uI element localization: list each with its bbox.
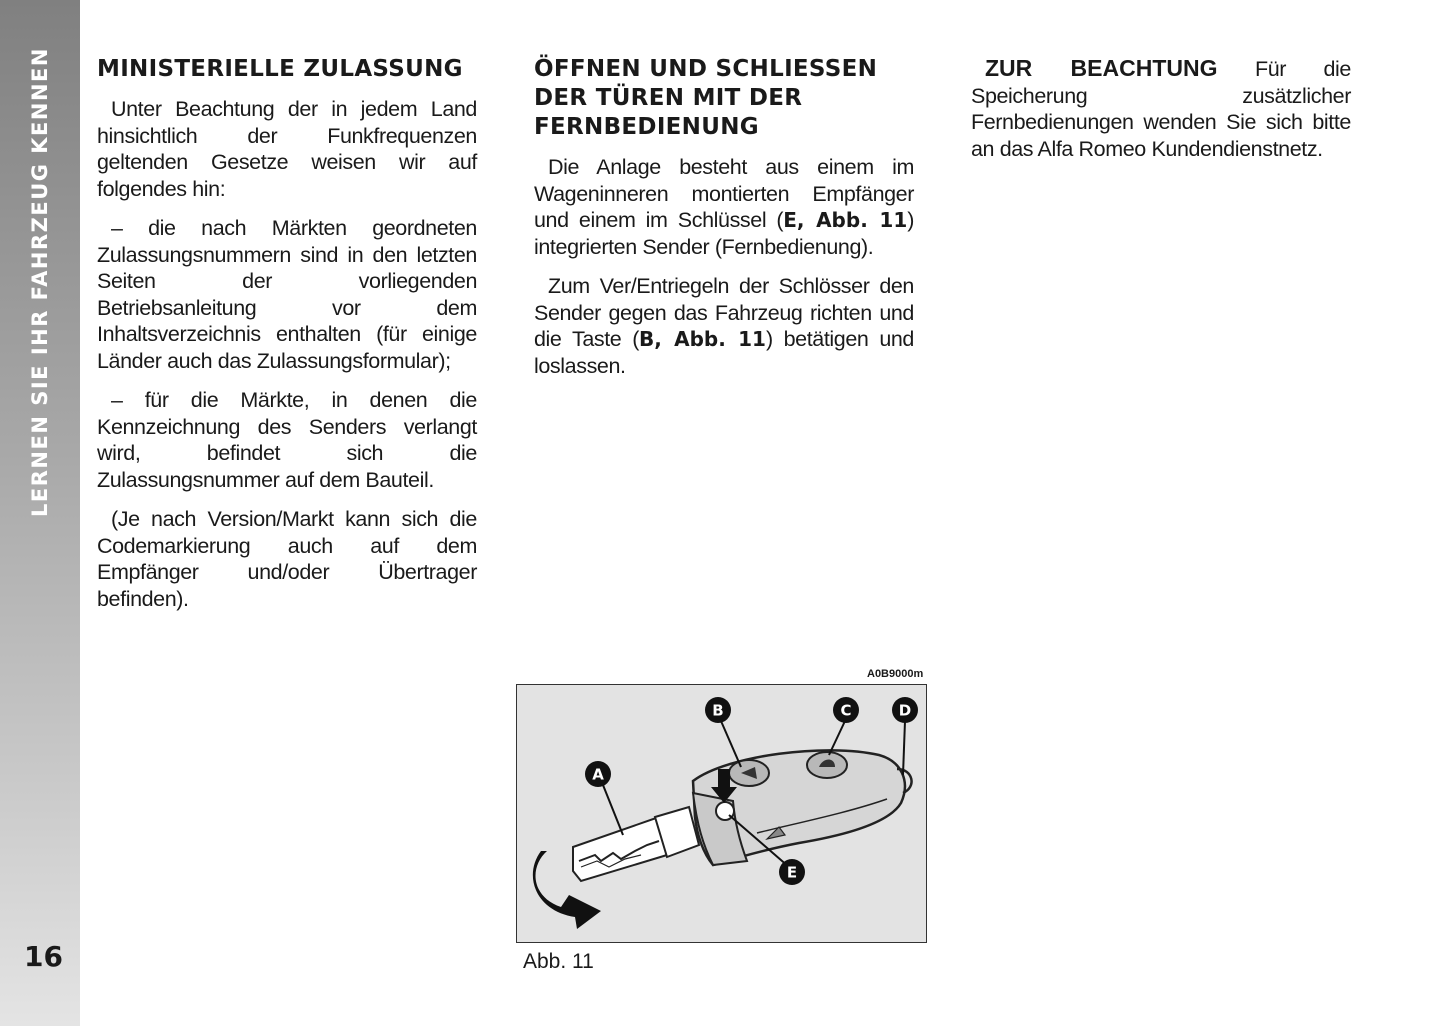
callout-b xyxy=(705,697,731,723)
page-number: 16 xyxy=(24,940,63,973)
figure-reference: E, Abb. 11 xyxy=(783,208,908,232)
section-title-vertical: LERNEN SIE IHR FAHRZEUG KENNEN xyxy=(28,47,52,517)
callout-label: D xyxy=(898,701,912,720)
figure-reference: B, Abb. 11 xyxy=(639,327,766,351)
callout-label: A xyxy=(592,765,604,784)
column-tueren-fernbedienung xyxy=(534,55,914,392)
heading-line: DER TÜREN MIT DER xyxy=(534,85,803,111)
key-drawing xyxy=(517,685,927,943)
text-run: ) betätigen und loslassen. xyxy=(534,327,914,378)
heading-ministerielle-zulassung: MINISTERIELLE ZULASSUNG xyxy=(97,56,463,82)
remote-body xyxy=(693,750,912,865)
callout-c xyxy=(833,697,859,723)
callout-label: C xyxy=(840,701,852,720)
note-text: Für die Speicherung zusätzlicher Fernbedienungen wenden Sie sich bitte an das Alfa Romeo Kundendienstnetz. xyxy=(971,57,1351,161)
callout-d xyxy=(892,697,918,723)
text-run: ) integrierten Sender (Fernbedienung). xyxy=(534,208,914,259)
heading-oeffnen-schliessen xyxy=(534,55,914,142)
figure-code: A0B9000m xyxy=(867,668,924,680)
column-zur-beachtung xyxy=(971,55,1351,175)
text-run: Die Anlage besteht aus einem im Wageninneren montierten Empfänger und einem im Schlüssel ( xyxy=(534,155,914,232)
paragraph: – für die Märkte, in denen die Kennzeichnung des Senders verlangt wird, befindet sich die Zulassungsnummer auf dem Bauteil. xyxy=(97,388,477,492)
callout-label: B xyxy=(712,701,724,720)
callout-a xyxy=(585,761,611,787)
figure-caption: Abb. 11 xyxy=(523,950,594,973)
paragraph: (Je nach Version/Markt kann sich die Codemarkierung auch auf dem Empfänger und/oder Übertrager befinden). xyxy=(97,507,477,611)
paragraph: – die nach Märkten geordneten Zulassungsnummern sind in den letzten Seiten der vorliegenden Betriebsanleitung vor dem Inhaltsverzeichnis enthalten (für einige Länder auch das Zulassungsformular); xyxy=(97,216,477,373)
heading-line: ÖFFNEN UND SCHLIESSEN xyxy=(534,56,878,82)
side-band xyxy=(0,0,80,1026)
text-run: Zum Ver/Entriegeln der Schlösser den Sender gegen das Fahrzeug richten und die Taste ( xyxy=(534,274,914,351)
paragraph-anlage xyxy=(534,154,914,260)
heading-line: FERNBEDIENUNG xyxy=(534,114,759,140)
figure-key-illustration xyxy=(516,684,927,943)
paragraph: Unter Beachtung der in jedem Land hinsichtlich der Funkfrequenzen geltenden Gesetze weisen wir auf folgendes hin: xyxy=(97,97,477,201)
note-paragraph xyxy=(971,55,1351,162)
note-label: ZUR BEACHTUNG xyxy=(985,55,1218,81)
callout-e xyxy=(779,859,805,885)
column-ministerielle-zulassung xyxy=(97,55,477,625)
paragraph-entriegeln xyxy=(534,273,914,379)
callout-label: E xyxy=(786,863,798,882)
